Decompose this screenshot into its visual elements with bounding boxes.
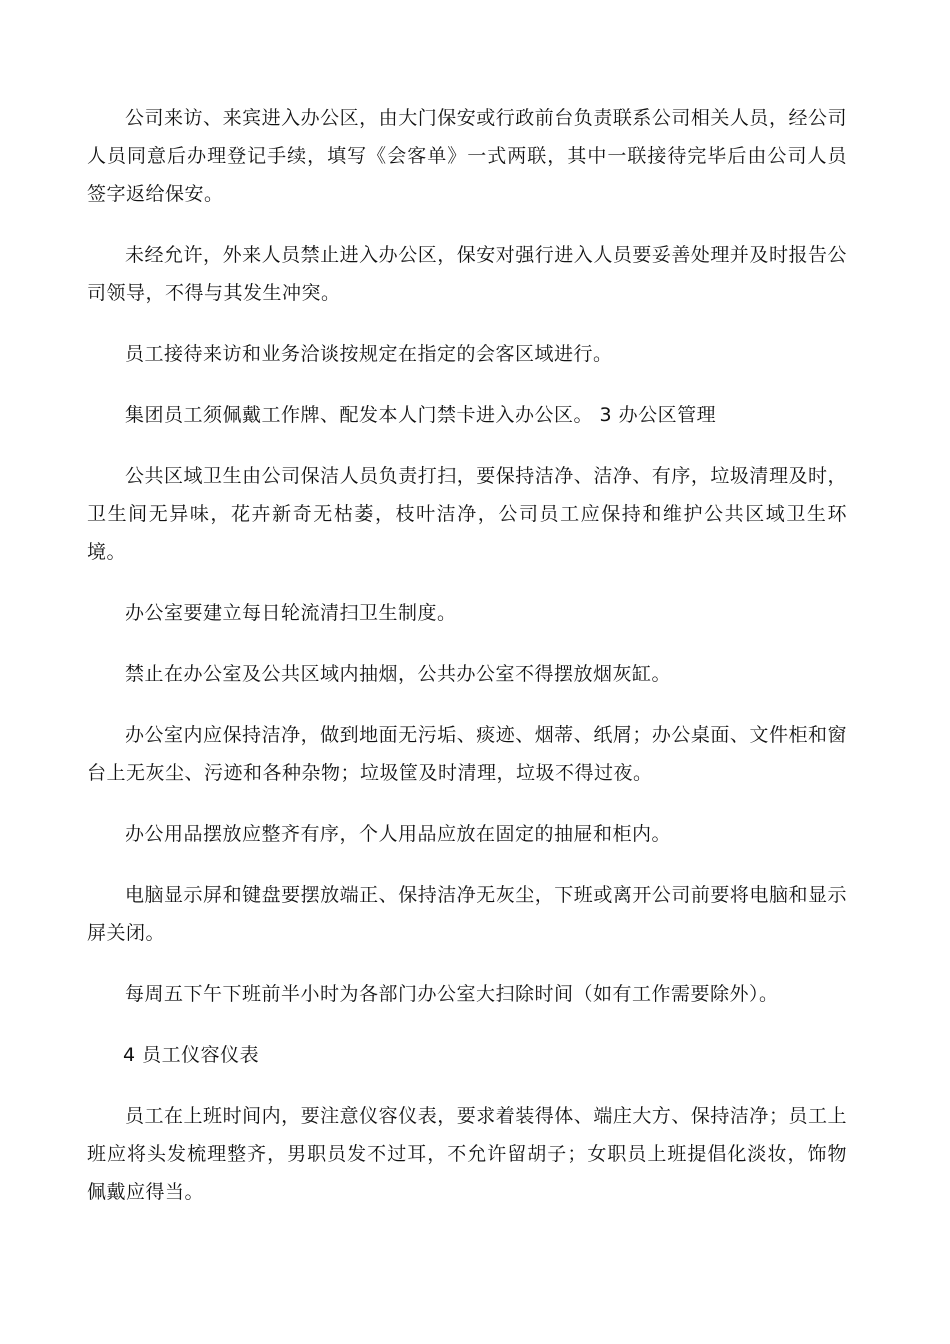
paragraph-cleaning-rotation: 办公室要建立每日轮流清扫卫生制度。 [125,602,457,624]
paragraph-no-smoking: 禁止在办公室及公共区域内抽烟，公共办公室不得摆放烟灰缸。 [125,663,672,685]
paragraph-computer-care: 电脑显示屏和键盘要摆放端正、保持洁净无灰尘，下班或离开公司前要将电脑和显示屏关闭。 [87,884,847,944]
paragraph-supplies-order: 办公用品摆放应整齐有序，个人用品应放在固定的抽屉和柜内。 [125,823,672,845]
paragraph-weekly-cleanup: 每周五下午下班前半小时为各部门办公室大扫除时间（如有工作需要除外）。 [125,983,779,1005]
section-heading: 4 员工仪容仪表 [123,1044,260,1066]
paragraph-public-hygiene: 公共区域卫生由公司保洁人员负责打扫，要保持洁净、洁净、有序，垃圾清理及时，卫生间无异味，花卉新奇无枯萎，枝叶洁净，公司员工应保持和维护公共区域卫生环境。 [87,465,847,563]
paragraph-office-cleanliness: 办公室内应保持洁净，做到地面无污垢、痰迹、烟蒂、纸屑；办公桌面、文件柜和窗台上无灰尘、污迹和各种杂物；垃圾筐及时清理，垃圾不得过夜。 [87,724,847,784]
paragraph-visitor-registration: 公司来访、来宾进入办公区，由大门保安或行政前台负责联系公司相关人员，经公司人员同意后办理登记手续，填写《会客单》一式两联，其中一联接待完毕后由公司人员签字返给保安。 [87,107,847,205]
document-body [87,99,847,1234]
paragraph-reception-area: 员工接待来访和业务洽谈按规定在指定的会客区域进行。 [125,343,613,365]
paragraph-employee-appearance: 员工在上班时间内，要注意仪容仪表，要求着装得体、端庄大方、保持洁净；员工上班应将头发梳理整齐，男职员发不过耳，不允许留胡子；女职员上班提倡化淡妆，饰物佩戴应得当。 [87,1105,847,1203]
paragraph-badge-requirement: 集团员工须佩戴工作牌、配发本人门禁卡进入办公区。 3 办公区管理 [125,404,717,426]
paragraph-outsider-restriction: 未经允许，外来人员禁止进入办公区，保安对强行进入人员要妥善处理并及时报告公司领导，不得与其发生冲突。 [87,244,847,304]
